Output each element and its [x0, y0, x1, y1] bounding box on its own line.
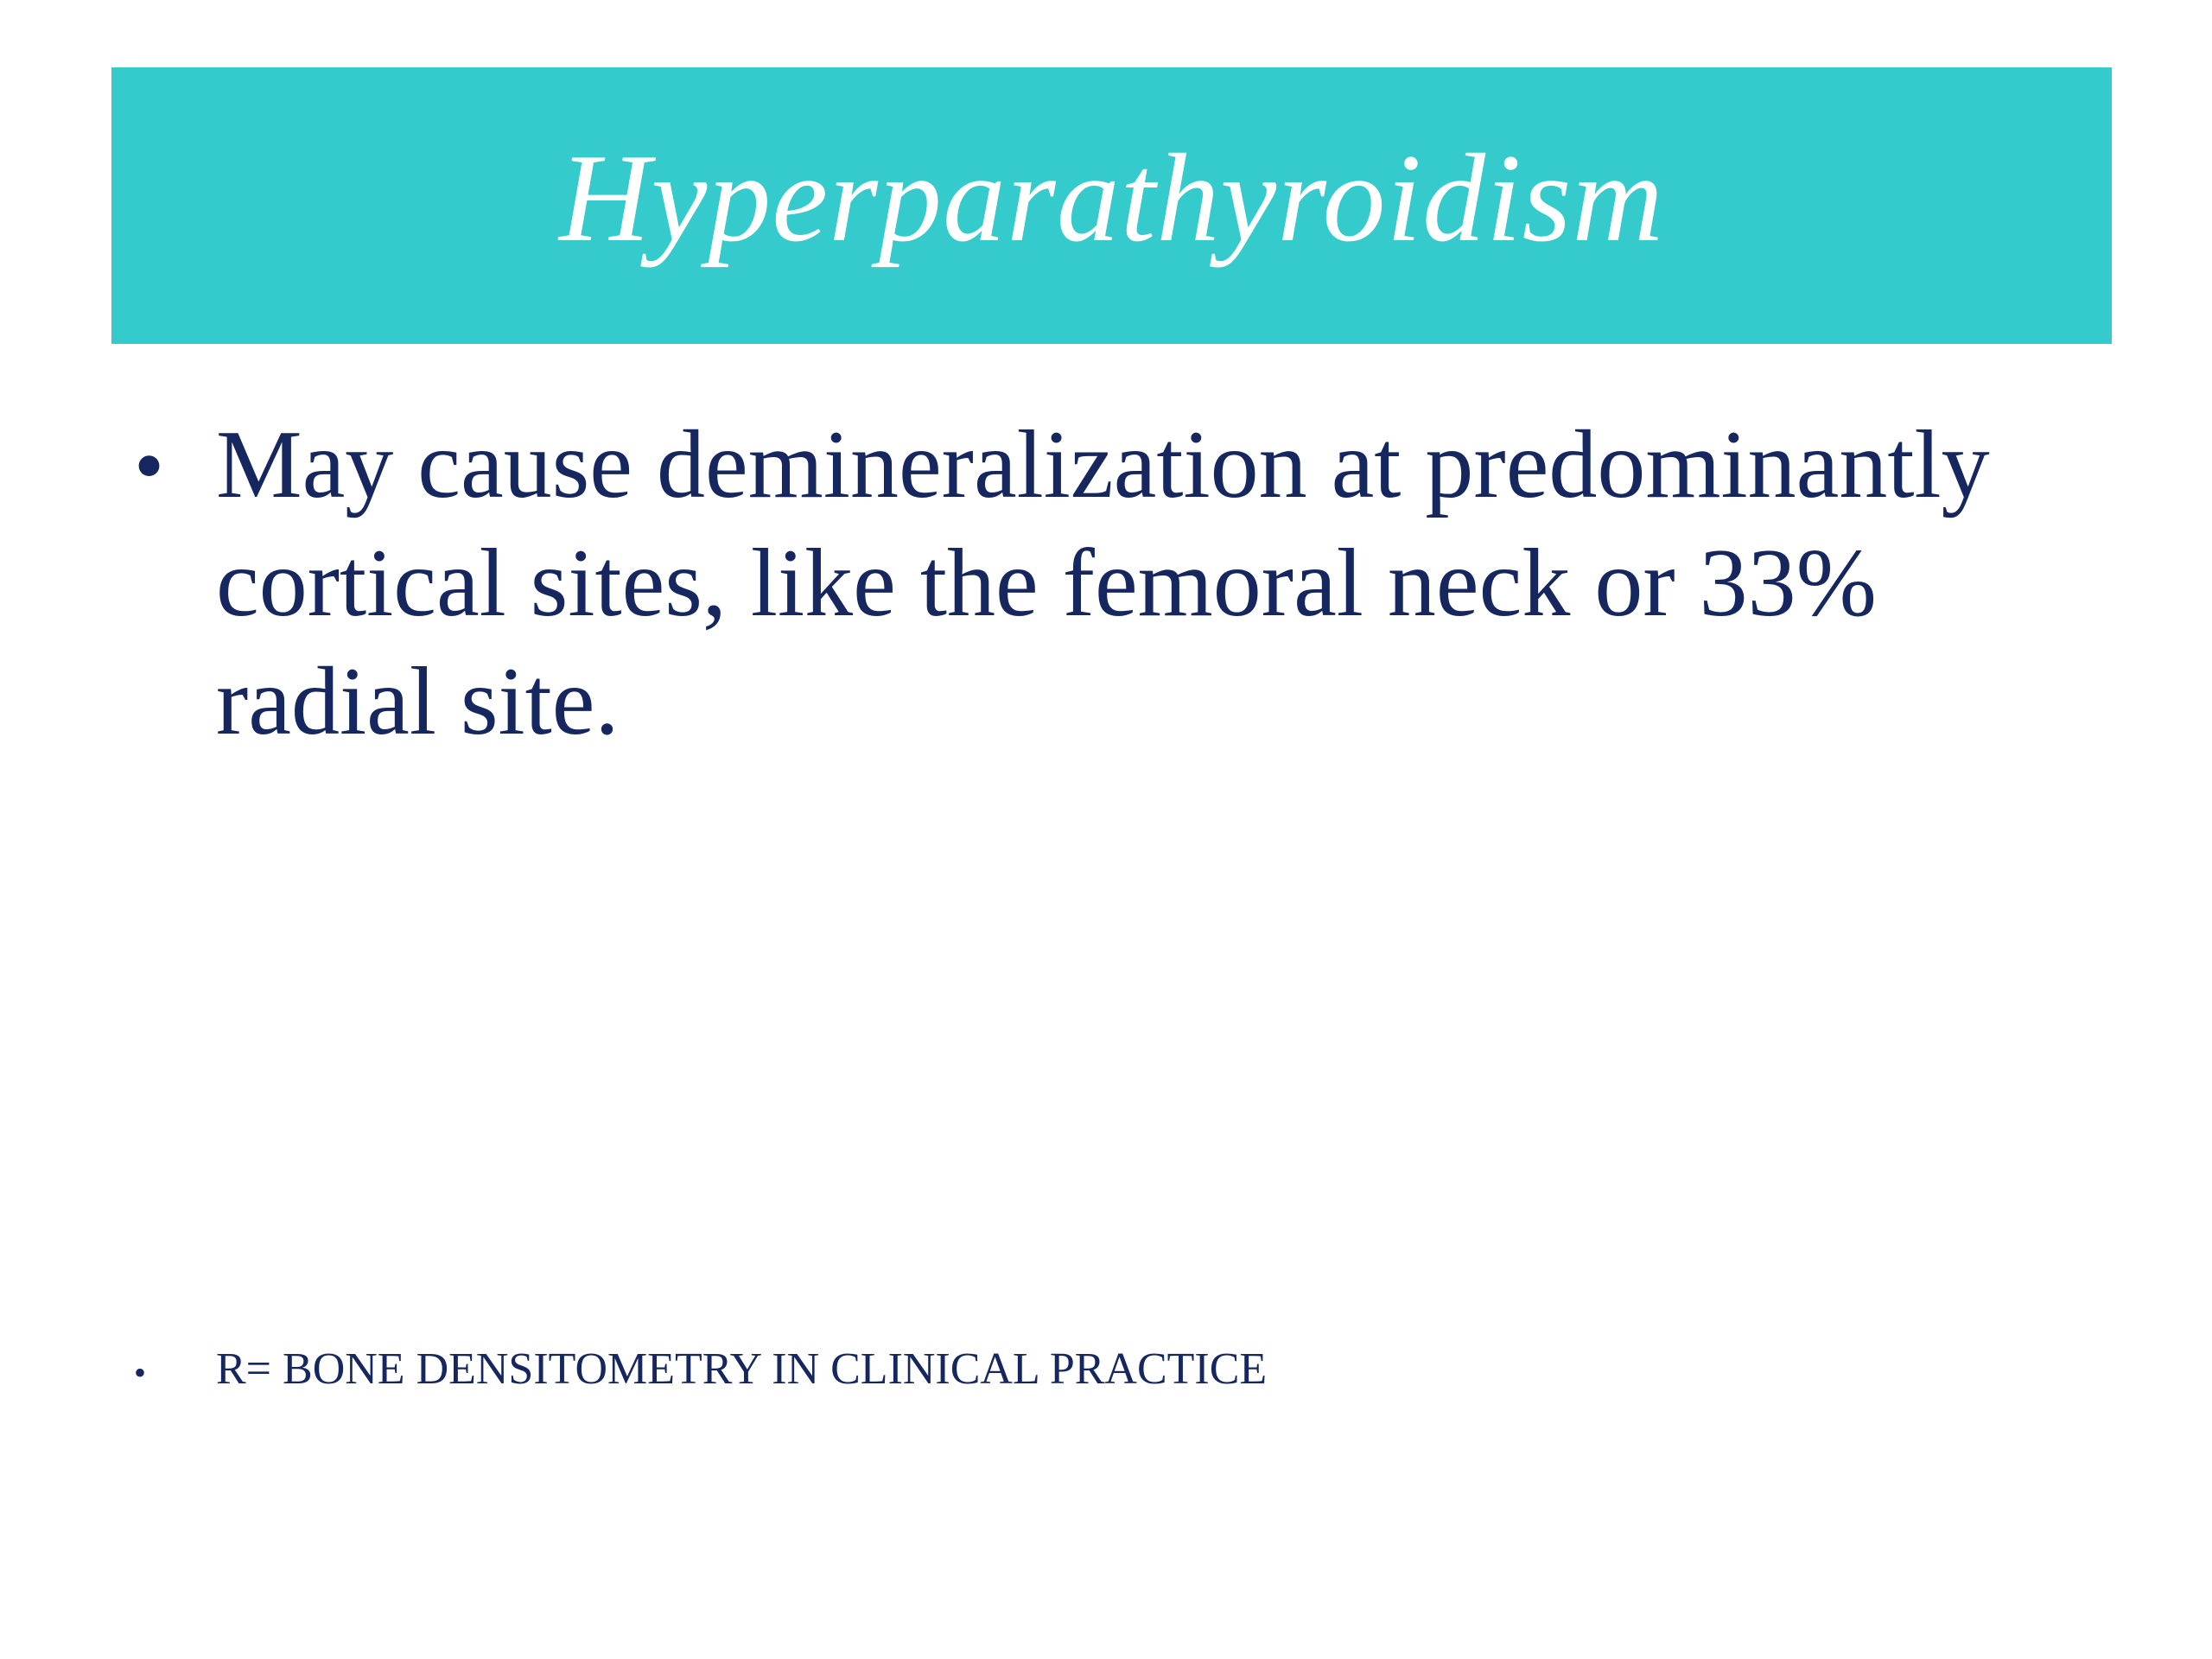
bullet-icon: • [134, 417, 165, 513]
footnote-bullet-icon: • [134, 1353, 147, 1393]
slide-title: Hyperparathyroidism [559, 128, 1664, 268]
bullet-text: May cause demineralization at predominantly cortical sites, like the femoral neck or 33% radial site. [216, 411, 1990, 755]
title-bar [111, 67, 2112, 344]
slide-content [134, 406, 2078, 761]
bullet-item [134, 406, 2078, 761]
footnote-text: R= BONE DENSITOMETRY IN CLINICAL PRACTICE [216, 1344, 1268, 1394]
footnote [134, 1344, 2078, 1399]
